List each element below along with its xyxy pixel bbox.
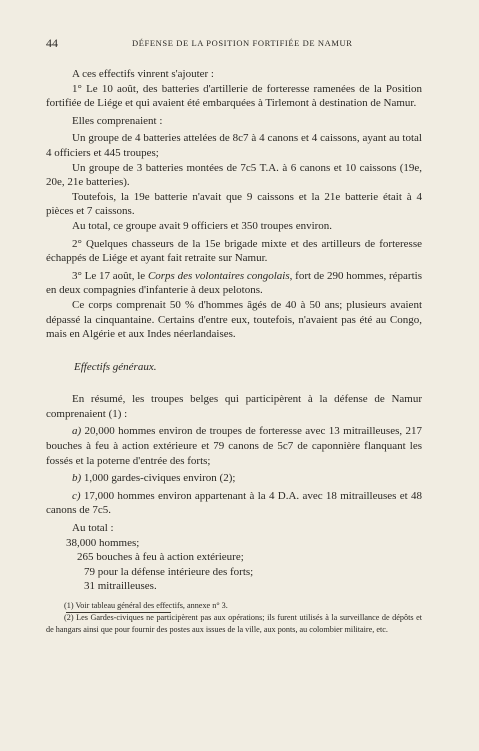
text-run: , fort de 290 hommes, répartis en deux compagnies d'infanterie à deux pelotons. <box>46 269 422 297</box>
item-text: 17,000 hommes environ appartenant à la 4 D.A. avec 18 mitrailleuses et 48 canons de 7c5. <box>46 489 422 517</box>
item-marker: a) <box>72 425 82 438</box>
total-item: 79 pour la défense intérieure des forts; <box>84 565 254 578</box>
total-item: 38,000 hommes; <box>66 536 140 549</box>
italic-run: Corps des volontaires congolais <box>147 269 290 282</box>
total-item: 31 mitrailleuses. <box>84 580 157 593</box>
paragraph: Toutefois, la 19e batterie n'avait que 9 caissons et la 21e batterie était à 4 pièces et 7 caissons. <box>46 190 422 218</box>
paragraph <box>46 269 422 298</box>
page-header <box>46 36 439 50</box>
list-item <box>46 471 422 486</box>
item-marker: b) <box>72 472 82 485</box>
paragraph: Au total, ce groupe avait 9 officiers et 350 troupes environ. <box>72 219 333 232</box>
paragraph: En résumé, les troupes belges qui participèrent à la défense de Namur comprenaient (1) : <box>46 393 422 420</box>
paragraph: 1° Le 10 août, des batteries d'artillerie de forteresse ramenées de la Position fortifiée de Liége et qui avaient été embarquées à Tirlemont à destination de Namur. <box>46 82 422 110</box>
item-text: 1,000 gardes-civiques environ (2); <box>81 472 236 485</box>
paragraph: Ce corps comprenait 50 % d'hommes âgés de 40 à 50 ans; plusieurs avaient dépassé la cinquantaine. Certains d'entre eux, toutefois, n'avaient pas été au Congo, mais en Algérie et aux Indes néerlandaises. <box>46 298 422 341</box>
section-heading: Effectifs généraux. <box>74 360 157 373</box>
paragraph: Un groupe de 4 batteries attelées de 8c7 à 4 canons et 4 caissons, ayant au total 4 officiers et 445 troupes; <box>46 132 422 159</box>
footnote: (2) Les Gardes-civiques ne participèrent pas aux opérations; ils furent utilisés à la surveillance de dépôts et de hangars ainsi que pour fournir des postes aux issues de la ville, aux ponts, au colombier militaire, etc. <box>46 613 422 634</box>
footnote: (1) Voir tableau général des effectifs, annexe n° 3. <box>64 601 228 610</box>
text-run: 3° Le 17 août, le <box>72 269 148 282</box>
paragraph: A ces effectifs vinrent s'ajouter : <box>72 68 214 80</box>
paragraph: Un groupe de 3 batteries montées de 7c5 T.A. à 6 canons et 10 caissons (19e, 20e, 21e batteries). <box>46 161 422 189</box>
paragraph: Elles comprenaient : <box>72 114 163 127</box>
page-number: 44 <box>46 36 58 50</box>
running-title: DÉFENSE DE LA POSITION FORTIFIÉE DE NAMUR <box>132 38 353 48</box>
body-text <box>46 67 422 613</box>
list-item <box>46 489 422 518</box>
total-item: 265 bouches à feu à action extérieure; <box>77 551 244 564</box>
list-item <box>46 424 422 468</box>
item-text: 20,000 hommes environ de troupes de forteresse avec 13 mitrailleuses, 217 bouches à feu à action extérieure et 79 canons de 5c7 de caponnière flanquant les fossés et la poterne d'entrée des forts; <box>46 425 422 467</box>
footnotes <box>46 600 422 636</box>
item-marker: c) <box>72 489 81 502</box>
paragraph: 2° Quelques chasseurs de la 15e brigade mixte et des artilleurs de forteresse échappés de Liége et ayant fait retraite sur Namur. <box>46 237 422 265</box>
total-label: Au total : <box>72 522 114 535</box>
